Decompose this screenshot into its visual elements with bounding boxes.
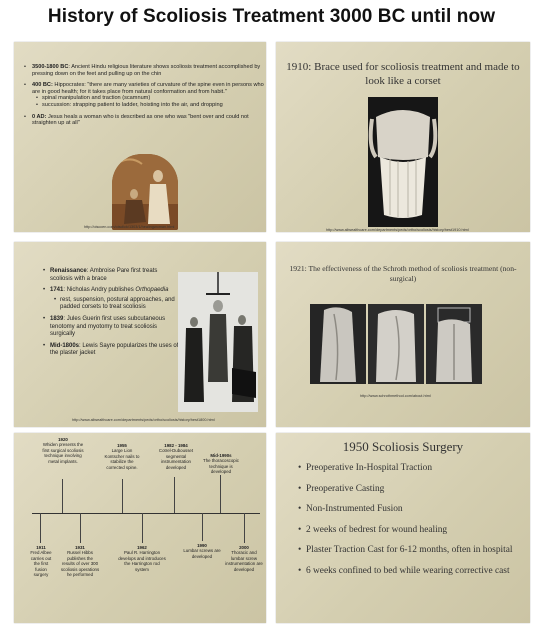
suspension-photo [178,272,258,412]
timeline-axis [32,513,260,514]
schroth-photo-before [310,304,366,384]
slide-1950-surgery [276,433,530,623]
timeline-tick [174,477,175,513]
source-url[interactable]: http://oisccen.com/oisclick/1303/1/healingwoman.html [84,225,175,229]
timeline-event: 1990 Lumbar screws are developed [183,543,221,559]
timeline-event: 1911 Fred Albee carries out the first fusion surgery [30,545,52,578]
list-item: • Renaissance: Ambroise Pare first treats scoliosis with a brace [50,268,180,283]
sub-item: • spinal manipulation and traction (scamnum) [42,95,266,102]
surgery-steps-list [306,463,516,586]
schroth-photo-during [368,304,424,384]
corset-photo [368,97,438,227]
list-item: • Non-Instrumented Fusion [306,504,516,516]
timeline-tick [62,479,63,513]
slide-title: 1910: Brace used for scoliosis treatment and made to look like a corset [286,61,520,87]
list-item: • Mid-1800s: Lewis Sayre popularizes the uses of the plaster jacket [50,343,180,358]
slide-title: 1921: The effectiveness of the Schroth method of scoliosis treatment (non-surgical) [289,264,517,283]
timeline-event: 1982 - 1984 Cotrel-Dubousset segmental instrumentation developed [158,443,194,470]
timeline-event: 1920 Whiden presents the first surgical scoliosis technique involving metal implants. [42,437,84,464]
list-item: • 3500-1800 BC: Ancient Hindu religious literature shows scoliosis treatment accomplished by pressing down on the feet and pulling up on the chin [32,64,266,77]
renaissance-history-list [44,268,180,362]
ancient-history-list [24,64,266,132]
timeline-tick [220,475,221,513]
list-item: • 1741: Nicholas Andry publishes Orthopaedia • rest, suspension, postural approaches, and padded corsets to treat scoliosis [50,287,180,312]
page-title: History of Scoliosis Treatment 3000 BC until now [47,6,496,27]
slide-renaissance-history [14,242,266,427]
timeline-event: 1962 Paul R. Harrington develops and introduces the Harrington rod system [118,545,166,572]
slide-1910-brace [276,42,530,232]
list-item: • 2 weeks of bedrest for wound healing [306,525,516,537]
timeline-event: Mid-1990s The thoracoscopic technique is developed [203,453,239,475]
fresco-image [112,154,178,230]
schroth-photo-after [426,304,482,384]
sub-item: • rest, suspension, postural approaches, and padded corsets to treat scoliosis [60,297,180,312]
list-item: • 400 BC: Hippocrates: "there are many varieties of curvature of the spine even in persons who are in good health; for it takes place from natural conformation and from habit." • spinal manipulation and traction (scamnum) • succussion: strapping patient to ladder, hoisting into the air, and dropping [32,82,266,108]
timeline-event: 1931 Russel Hibbs publishes the results of over 300 scoliosis operations he performed [60,545,100,578]
timeline-tick [202,513,203,541]
list-item: • Preoperative In-Hospital Traction [306,463,516,475]
timeline-event: 1955 Large Lion Kontscher nails to stabilize the corrected spine. [104,443,140,470]
source-url[interactable]: http://www.schrothmethod.com/about.html [360,394,431,398]
source-url[interactable]: http://www.allwealthcare.com/departments/peds/ortho/scoliosis/history/hest1800.html [72,418,215,422]
slide-title: 1950 Scoliosis Surgery [342,439,464,454]
source-url[interactable]: http://www.allwealthcare.com/departments/peds/ortho/scoliosis/history/hest1910.html [326,228,469,232]
list-item: • 6 weeks confined to bed while wearing corrective cast [306,566,516,578]
timeline-tick [40,513,41,543]
slide-surgery-timeline [14,433,266,623]
timeline-tick [244,513,245,543]
timeline-tick [122,479,123,513]
sub-item: • succussion: strapping patient to ladder, hoisting into the air, and dropping [42,102,266,109]
timeline-tick [80,513,81,543]
list-item: • Plaster Traction Cast for 6-12 months, often in hospital [306,545,516,557]
list-item: • 0 AD: Jesus heals a woman who is described as one who was "bent over and could not straighten up at all" [32,114,266,127]
slide-ancient-history [14,42,266,232]
list-item: • Preoperative Casting [306,484,516,496]
timeline-tick [142,513,143,543]
slide-schroth-method [276,242,530,427]
timeline-event: 2000 Thoracic and lumbar screw instrumentation are developed [225,545,263,572]
list-item: • 1839: Jules Guerin first uses subcutaneous tenotomy and myotomy to treat scoliosis surgically [50,316,180,339]
